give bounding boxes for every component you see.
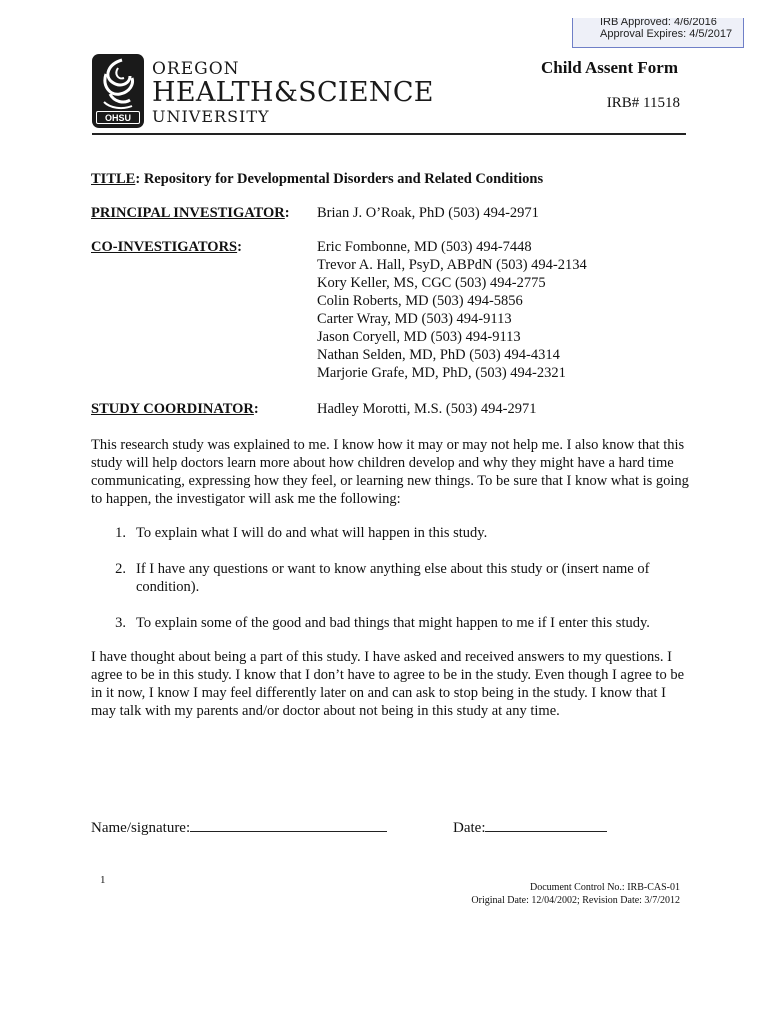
title-value: Repository for Developmental Disorders and Related Conditions (143, 171, 544, 187)
co-investigator: Carter Wray, MD (503) 494-9113 (317, 311, 512, 327)
co-investigators-list (317, 238, 691, 382)
ohsu-emblem-icon (92, 54, 144, 128)
logo-line-university: UNIVERSITY (152, 107, 270, 126)
form-content (91, 170, 691, 720)
logo-line-oregon: OREGON (152, 59, 240, 79)
list-item: 1. To explain what I will do and what will happen in this study. (115, 525, 488, 541)
list-item: 3. To explain some of the good and bad things that might happen to me if I enter this study. (115, 615, 650, 631)
name-signature-line[interactable] (190, 817, 387, 832)
co-investigator: Marjorie Grafe, MD, PhD, (503) 494-2321 (317, 365, 566, 381)
ohsu-logo (92, 54, 434, 130)
study-coordinator-row: STUDY COORDINATOR: Hadley Morotti, M.S. (503) 494-2971 (91, 400, 691, 418)
principal-investigator-row: PRINCIPAL INVESTIGATOR: Brian J. O’Roak, PhD (503) 494-2971 (91, 204, 691, 222)
assent-items-list (91, 524, 691, 632)
document-footer (471, 881, 680, 907)
co-investigators-row: CO-INVESTIGATORS: Eric Fombonne, MD (503) 494-7448 Trevor A. Hall, PsyD, ABPdN (503) 494-2134 Kory Keller, MS, CGC (503) 494-2775 Colin Roberts, MD (503) 494-5856 Carter Wray, MD (503) 494-9113 Jason Coryell, MD (503) 494-9113 Nathan Selden, MD, PhD (503) 494-4314 Marjorie Grafe, MD, PhD, (503) 494-2321 (91, 238, 691, 382)
name-signature-field[interactable] (91, 817, 387, 837)
logo-wordmark (152, 60, 434, 125)
study-title: TITLE: Repository for Developmental Disorders and Related Conditions (91, 171, 544, 187)
header-divider (92, 133, 686, 135)
intro-paragraph: This research study was explained to me. I know how it may or may not help me. I also know that this study will help doctors learn more about how children develop and why they might have a hard time communicating, expressing how they feel, or learning new things. To be sure that I know what is going to happen, the investigator will ask me the following: (91, 437, 689, 507)
co-investigator: Trevor A. Hall, PsyD, ABPdN (503) 494-2134 (317, 257, 587, 273)
logo-line-health-science: HEALTH&SCIENCE (152, 77, 434, 108)
ohsu-badge: OHSU (96, 111, 140, 124)
date-field[interactable] (453, 817, 607, 837)
form-title: Child Assent Form (541, 58, 678, 77)
pi-label: PRINCIPAL INVESTIGATOR (91, 205, 285, 221)
co-investigator: Eric Fombonne, MD (503) 494-7448 (317, 239, 532, 255)
co-investigator: Colin Roberts, MD (503) 494-5856 (317, 293, 523, 309)
date-line[interactable] (485, 817, 607, 832)
coi-label: CO-INVESTIGATORS (91, 239, 238, 255)
coordinator-label: STUDY COORDINATOR (91, 401, 254, 417)
document-control-number: Document Control No.: IRB-CAS-01 (530, 882, 680, 893)
page-number: 1 (100, 874, 106, 886)
date-label: Date: (453, 820, 486, 836)
closing-paragraph: I have thought about being a part of this study. I have asked and received answers to my questions. I agree to be in this study. I know that I don’t have to agree to be in the study. Even though I agree to be in it now, I know I may feel differently later on and can ask to stop being in the study. I know that I may talk with my parents and/or doctor about not being in this study at any time. (91, 649, 684, 719)
list-item: 2. If I have any questions or want to know anything else about this study or (insert name of condition). (115, 561, 650, 595)
co-investigator: Jason Coryell, MD (503) 494-9113 (317, 329, 521, 345)
irb-approved-text: IRB Approved: 4/6/2016 (600, 18, 717, 28)
pi-value: Brian J. O’Roak, PhD (503) 494-2971 (317, 205, 539, 221)
approval-expires-text: Approval Expires: 4/5/2017 (600, 28, 733, 40)
co-investigator: Nathan Selden, MD, PhD (503) 494-4314 (317, 347, 560, 363)
name-signature-label: Name/signature: (91, 820, 191, 836)
document-dates: Original Date: 12/04/2002; Revision Date: 3/7/2012 (471, 895, 680, 906)
title-label: TITLE (91, 171, 136, 187)
irb-approval-stamp (572, 18, 744, 48)
co-investigator: Kory Keller, MS, CGC (503) 494-2775 (317, 275, 546, 291)
irb-number: IRB# 11518 (606, 95, 680, 111)
coordinator-value: Hadley Morotti, M.S. (503) 494-2971 (317, 401, 537, 417)
